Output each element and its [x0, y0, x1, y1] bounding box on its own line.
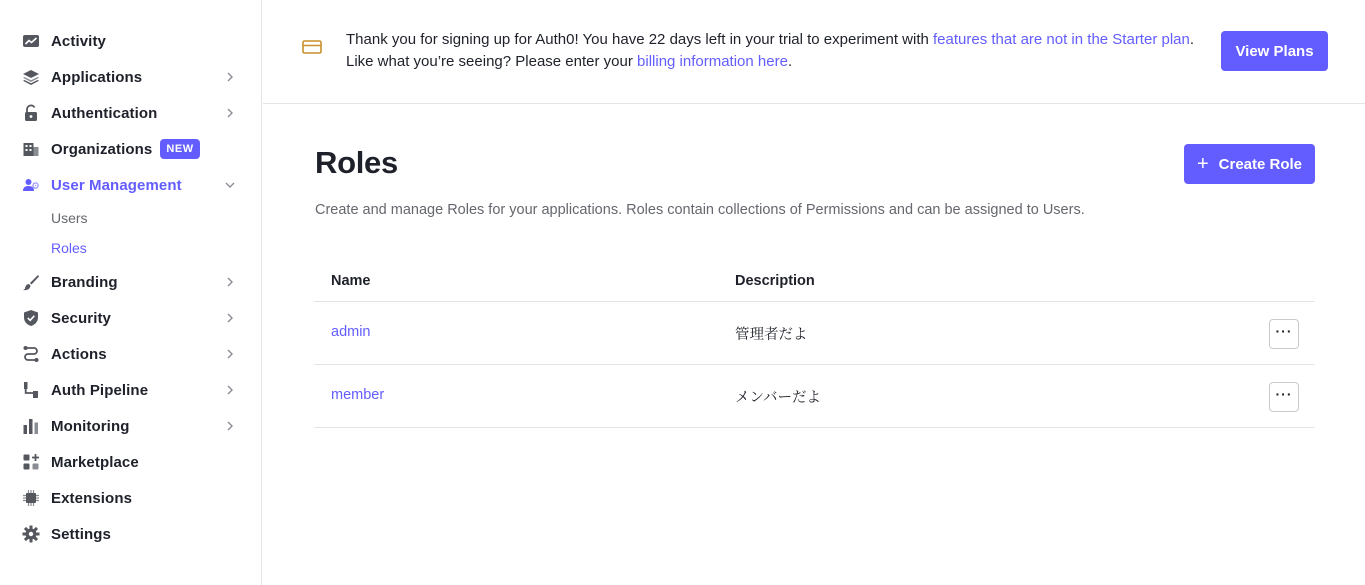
chevron-down-icon: [224, 179, 236, 191]
sidebar-item-user-management[interactable]: [20, 170, 242, 200]
lock-icon: [20, 102, 42, 124]
banner-message: [346, 29, 1196, 73]
sidebar-item-label: Organizations: [51, 140, 153, 158]
sidebar-item-label: Actions: [51, 345, 107, 363]
billing-information-link[interactable]: billing information here: [637, 53, 788, 70]
activity-icon: [20, 30, 42, 52]
sidebar-item-label: Auth Pipeline: [51, 381, 149, 399]
sidebar-item-actions[interactable]: [20, 339, 242, 369]
sidebar-item-security[interactable]: [20, 303, 242, 333]
sidebar-item-organizations[interactable]: [20, 134, 242, 164]
column-header-description: Description: [735, 273, 815, 289]
trial-banner: [263, 0, 1365, 104]
chevron-right-icon: [224, 420, 236, 432]
new-badge: NEW: [160, 139, 199, 159]
sidebar-item-label: Security: [51, 309, 111, 327]
view-plans-button[interactable]: View Plans: [1221, 31, 1328, 71]
sidebar-subitem-users[interactable]: Users: [51, 210, 88, 226]
chevron-right-icon: [224, 71, 236, 83]
table-row: [314, 302, 1315, 365]
sidebar-item-authentication[interactable]: [20, 98, 242, 128]
chevron-right-icon: [224, 107, 236, 119]
sidebar-item-label: Marketplace: [51, 453, 139, 471]
chevron-right-icon: [224, 276, 236, 288]
sidebar-item-label: Extensions: [51, 489, 133, 507]
role-name-link[interactable]: member: [331, 387, 385, 403]
table-row: [314, 365, 1315, 428]
sidebar-item-settings[interactable]: [20, 519, 242, 549]
sidebar-subitem-roles[interactable]: Roles: [51, 240, 87, 256]
sidebar-item-auth-pipeline[interactable]: [20, 375, 242, 405]
layers-icon: [20, 66, 42, 88]
flow-icon: [20, 343, 42, 365]
credit-card-icon: [301, 38, 323, 56]
users-icon: [20, 174, 42, 196]
chevron-right-icon: [224, 384, 236, 396]
sidebar-item-label: Settings: [51, 525, 111, 543]
sidebar-item-label: Monitoring: [51, 417, 130, 435]
create-role-button[interactable]: [1184, 144, 1315, 184]
banner-text-part: . Like what you’re seeing? Please enter your: [346, 31, 1195, 70]
grid-plus-icon: [20, 451, 42, 473]
sidebar: [0, 0, 262, 585]
sidebar-item-marketplace[interactable]: [20, 447, 242, 477]
page-description: Create and manage Roles for your applications. Roles contain collections of Permissions and can be assigned to Users.: [315, 202, 1085, 218]
sidebar-item-label: User Management: [51, 176, 182, 194]
sidebar-item-label: Branding: [51, 273, 118, 291]
more-options-button[interactable]: ···: [1269, 382, 1299, 412]
create-role-label: Create Role: [1218, 155, 1303, 173]
sidebar-item-label: Authentication: [51, 104, 158, 122]
sidebar-item-branding[interactable]: [20, 267, 242, 297]
role-description: メンバーだよ: [735, 390, 821, 406]
sidebar-item-label: Activity: [51, 32, 106, 50]
roles-table: [314, 260, 1315, 428]
building-icon: [20, 138, 42, 160]
pipeline-icon: [20, 379, 42, 401]
table-header: [314, 260, 1315, 302]
role-description: 管理者だよ: [735, 327, 808, 343]
banner-text-part: .: [787, 53, 793, 70]
plus-icon: +: [1196, 153, 1209, 175]
brush-icon: [20, 271, 42, 293]
sidebar-item-applications[interactable]: [20, 62, 242, 92]
gear-icon: [20, 523, 42, 545]
chevron-right-icon: [224, 348, 236, 360]
chip-icon: [20, 487, 42, 509]
page-title: Roles: [315, 145, 398, 180]
starter-plan-features-link[interactable]: features that are not in the Starter plan: [933, 31, 1190, 48]
chevron-right-icon: [224, 312, 236, 324]
sidebar-item-extensions[interactable]: [20, 483, 242, 513]
sidebar-item-activity[interactable]: [20, 26, 242, 56]
sidebar-item-label: Applications: [51, 68, 143, 86]
role-name-link[interactable]: admin: [331, 324, 371, 340]
banner-text-part: Thank you for signing up for Auth0! You have 22 days left in your trial to experiment with: [346, 31, 934, 48]
bar-chart-icon: [20, 415, 42, 437]
more-options-button[interactable]: ···: [1269, 319, 1299, 349]
sidebar-item-monitoring[interactable]: [20, 411, 242, 441]
column-header-name: Name: [331, 273, 371, 289]
shield-icon: [20, 307, 42, 329]
